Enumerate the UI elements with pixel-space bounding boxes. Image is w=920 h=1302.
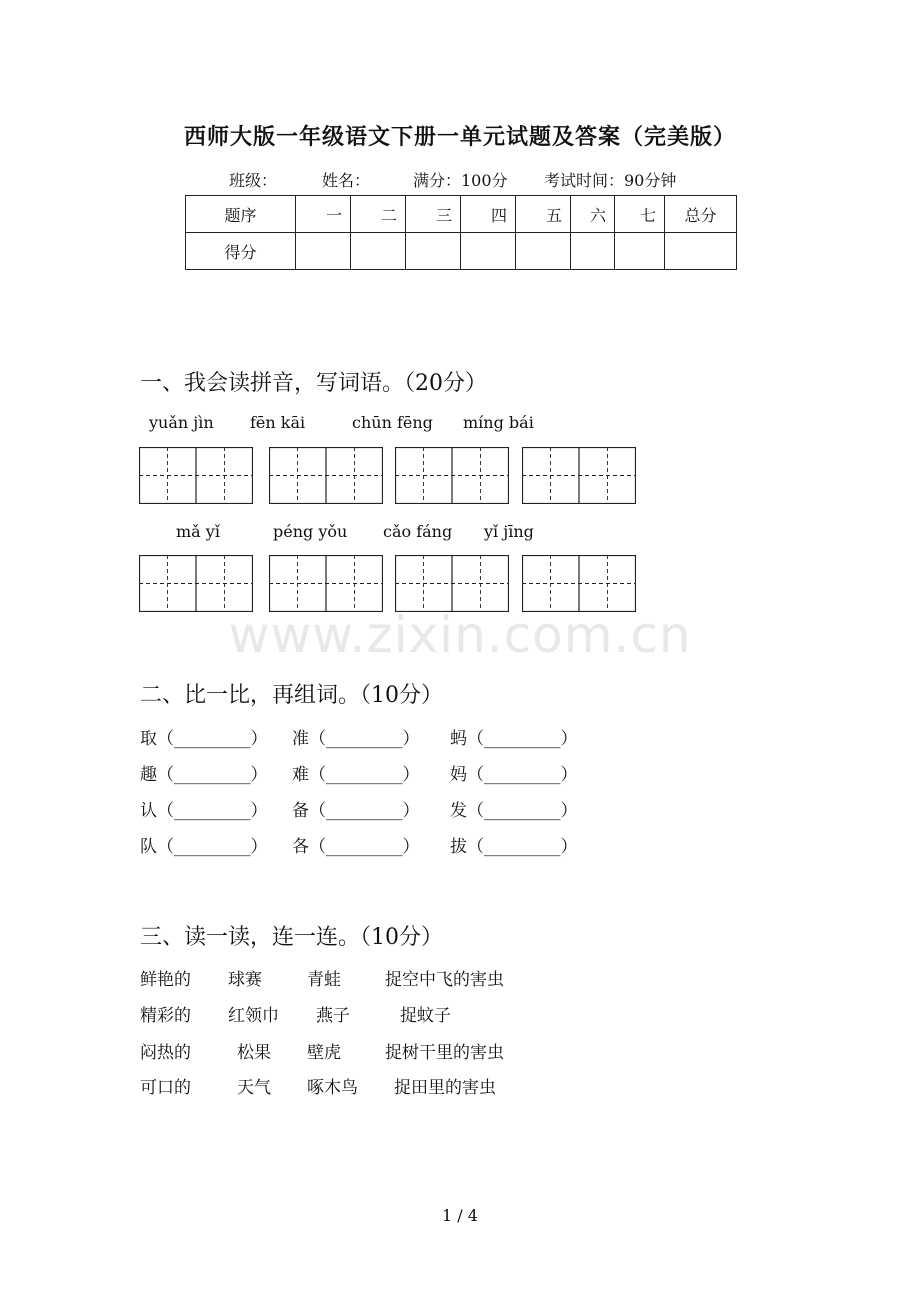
score-table-header-row [186, 196, 737, 233]
pinyin-label: péng yǒu [273, 522, 348, 541]
match-item[interactable]: 球赛 [228, 970, 262, 990]
match-item[interactable]: 捉田里的害虫 [394, 1078, 496, 1098]
name-label: 姓名： [322, 171, 371, 190]
writing-grid[interactable] [269, 447, 383, 504]
writing-grid[interactable] [395, 555, 509, 612]
writing-grid[interactable] [522, 447, 636, 504]
word-entry[interactable]: 发（_________） [450, 801, 578, 821]
word-entry[interactable]: 趣（_________） [140, 765, 268, 785]
word-entry[interactable]: 准（_________） [292, 729, 420, 749]
word-entry[interactable]: 各（_________） [292, 837, 420, 857]
word-entry[interactable]: 拔（_________） [450, 837, 578, 857]
score-table [185, 195, 737, 270]
match-item[interactable]: 松果 [237, 1043, 271, 1063]
match-item[interactable]: 青蛙 [307, 970, 341, 990]
tianzige-box [522, 447, 636, 504]
word-entry[interactable]: 认（_________） [140, 801, 268, 821]
score-header-cell: 题序 [186, 196, 296, 233]
score-row-label: 得分 [186, 233, 296, 270]
watermark: www.zixin.com.cn [228, 606, 692, 664]
score-input-cell[interactable] [296, 233, 351, 270]
match-item[interactable]: 闷热的 [140, 1043, 191, 1063]
writing-grid[interactable] [522, 555, 636, 612]
match-item[interactable]: 红领巾 [228, 1006, 279, 1026]
score-header-cell: 二 [351, 196, 406, 233]
match-item[interactable]: 壁虎 [307, 1043, 341, 1063]
score-header-cell: 总分 [665, 196, 737, 233]
class-label: 班级： [229, 171, 278, 190]
score-table-score-row [186, 233, 737, 270]
word-entry[interactable]: 难（_________） [292, 765, 420, 785]
match-item[interactable]: 天气 [237, 1078, 271, 1098]
exam-time-label: 考试时间：90分钟 [544, 171, 677, 190]
match-item[interactable]: 啄木鸟 [307, 1078, 358, 1098]
word-entry[interactable]: 取（_________） [140, 729, 268, 749]
match-item[interactable]: 可口的 [140, 1078, 191, 1098]
writing-grid[interactable] [395, 447, 509, 504]
score-header-cell: 七 [615, 196, 665, 233]
pinyin-label: yuǎn jìn [149, 413, 214, 432]
section3-heading: 三、读一读，连一连。（10分） [140, 925, 443, 950]
tianzige-box [395, 447, 509, 504]
score-input-cell[interactable] [516, 233, 571, 270]
tianzige-box [269, 447, 383, 504]
pinyin-label: fēn kāi [250, 413, 306, 432]
page-number: 1 / 4 [442, 1206, 478, 1225]
match-item[interactable]: 鲜艳的 [140, 970, 191, 990]
match-item[interactable]: 燕子 [316, 1006, 350, 1026]
tianzige-box [395, 555, 509, 612]
score-header-cell: 三 [406, 196, 461, 233]
score-input-cell[interactable] [351, 233, 406, 270]
score-header-cell: 五 [516, 196, 571, 233]
tianzige-box [522, 555, 636, 612]
pinyin-label: yǐ jīng [484, 522, 534, 541]
word-entry[interactable]: 队（_________） [140, 837, 268, 857]
match-item[interactable]: 精彩的 [140, 1006, 191, 1026]
page-title: 西师大版一年级语文下册一单元试题及答案（完美版） [183, 124, 736, 150]
score-input-cell[interactable] [406, 233, 461, 270]
pinyin-label: mǎ yǐ [176, 522, 220, 541]
writing-grid[interactable] [139, 555, 253, 612]
full-score-label: 满分：100分 [413, 171, 508, 190]
pinyin-label: míng bái [463, 413, 534, 432]
score-input-cell[interactable] [665, 233, 737, 270]
pinyin-label: cǎo fáng [383, 522, 453, 541]
writing-grid[interactable] [139, 447, 253, 504]
word-entry[interactable]: 备（_________） [292, 801, 420, 821]
pinyin-label: chūn fēng [352, 413, 433, 432]
writing-grid[interactable] [269, 555, 383, 612]
section2-heading: 二、比一比，再组词。（10分） [140, 683, 443, 708]
tianzige-box [139, 555, 253, 612]
match-item[interactable]: 捉蚊子 [400, 1006, 451, 1026]
score-input-cell[interactable] [615, 233, 665, 270]
score-header-cell: 六 [571, 196, 615, 233]
word-entry[interactable]: 蚂（_________） [450, 729, 578, 749]
match-item[interactable]: 捉树干里的害虫 [385, 1043, 504, 1063]
section1-heading: 一、我会读拼音，写词语。（20分） [140, 371, 487, 396]
score-input-cell[interactable] [461, 233, 516, 270]
tianzige-box [139, 447, 253, 504]
score-input-cell[interactable] [571, 233, 615, 270]
score-header-cell: 一 [296, 196, 351, 233]
score-header-cell: 四 [461, 196, 516, 233]
tianzige-box [269, 555, 383, 612]
match-item[interactable]: 捉空中飞的害虫 [385, 970, 504, 990]
word-entry[interactable]: 妈（_________） [450, 765, 578, 785]
